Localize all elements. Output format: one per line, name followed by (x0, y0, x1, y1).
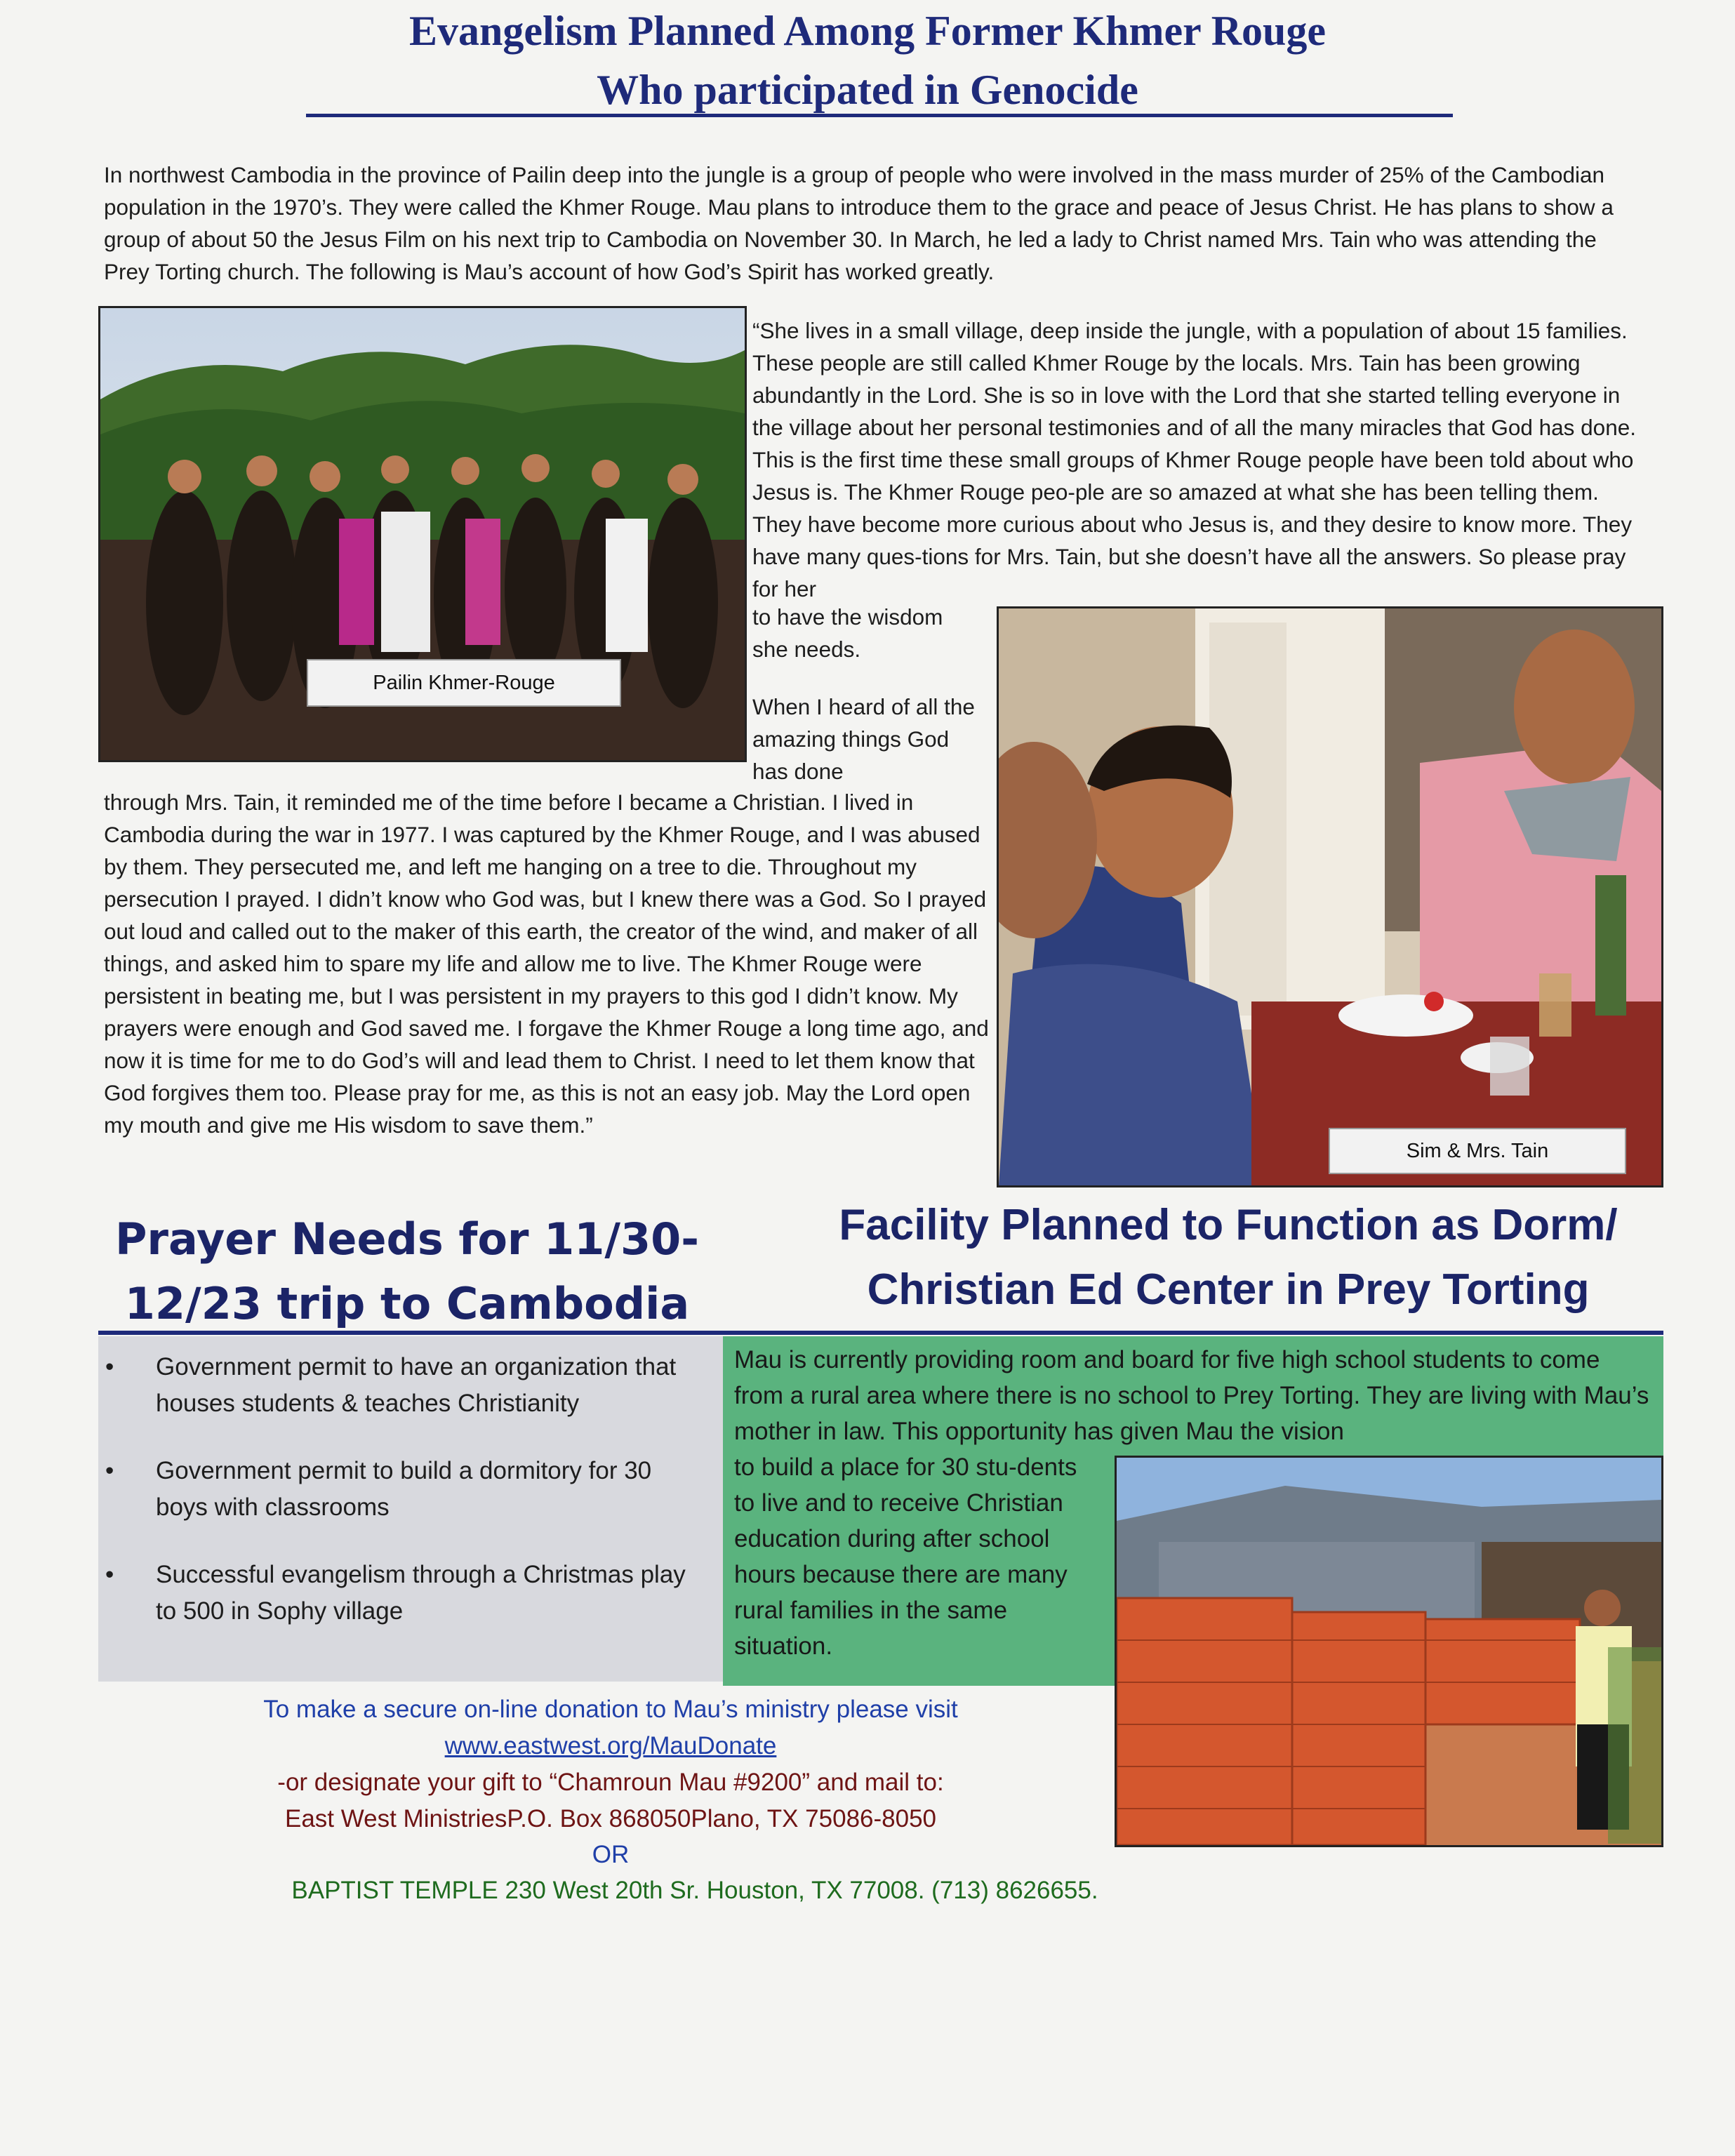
donation-line-4: East West MinistriesP.O. Box 868050Plano, TX 75086-8050 (284, 1805, 937, 1832)
prayer-needs-list (98, 1336, 723, 1630)
bullet-icon: • (105, 1457, 114, 1484)
prayer-need-item (105, 1557, 723, 1630)
donation-link-paragraph (98, 1728, 1123, 1764)
title-line-2: Who participated in Genocide (597, 67, 1138, 113)
prayer-need-text: Successful evangelism through a Christmas play to 500 in Sophy village (156, 1561, 686, 1625)
prayer-need-item (105, 1453, 723, 1526)
facility-heading-line-1: Facility Planned to Function as Dorm/ (839, 1201, 1618, 1249)
story-paragraph-1-end: to have the wisdom she needs. (752, 604, 943, 662)
prayer-needs-heading (98, 1207, 716, 1336)
title-rule (306, 114, 1453, 117)
prayer-needs-heading-line-2: 12/23 trip to Cambodia (124, 1278, 690, 1329)
donation-or: OR (592, 1841, 630, 1868)
bullet-icon: • (105, 1561, 114, 1588)
section-rule (98, 1331, 1663, 1335)
photo-sim-mrs-tain (997, 606, 1663, 1187)
prayer-needs-heading-line-1: Prayer Needs for 11/30- (114, 1213, 700, 1265)
facility-heading-line-2: Christian Ed Center in Prey Torting (867, 1265, 1590, 1314)
photo-pailin-group (98, 306, 747, 762)
prayer-need-text: Government permit to build a dormitory for 30 boys with classrooms (156, 1457, 652, 1521)
story-paragraph-1: “She lives in a small village, deep inside the jungle, with a population of about 15 families. These people are still called Khmer Rouge by the locals. Mrs. Tain has been growing abundantly in the Lord. She is so in love with the Lord that she started telling everyone in the village about her personal testimonies and of all the many miracles that God has done. This is the first time these small groups of Khmer Rouge people have been told about who Jesus is. The Khmer Rouge peo-ple are so amazed at what she has been telling them. They have become more curious about who Jesus is, and they desire to know more. They have many ques-tions for Mrs. Tain, but she doesn’t have all the answers. So please pray for her (752, 318, 1636, 601)
facility-text-top: Mau is currently providing room and board for five high school students to come from a rural area where there is no school to Prey Torting. They are living with Mau’s mother in law. This opportunity has given Mau the vision (734, 1346, 1649, 1445)
intro-paragraph: In northwest Cambodia in the province of Pailin deep into the jungle is a group of people who were involved in the mass murder of 25% of the Cambodian population in the 1970’s. They were called the Khmer Rouge. Mau plans to introduce them to the grace and peace of Jesus Christ. He has plans to show a group of about 50 the Jesus Film on his next trip to Cambodia on November 30. In March, he led a lady to Christ named Mrs. Tain who was attending the Prey Torting church. The following is Mau’s account of how God’s Spirit has worked greatly. (104, 162, 1614, 284)
bullet-icon: • (105, 1353, 114, 1380)
story-paragraph-2: through Mrs. Tain, it reminded me of the time before I became a Christian. I lived in Cambodia during the war in 1977. I was captured by the Khmer Rouge, and I was abused by them. They persecuted me, and left me hanging on a tree to die. Throughout my persecution I prayed. I didn’t know who God was, but I knew there was a God. So I prayed out loud and called out to the maker of this earth, the creator of the wind, and maker of all things, and asked him to spare my life and allow me to live. The Khmer Rouge were persistent in beating me, but I was persistent in my prayers to this god I didn’t know. My prayers were enough and God saved me. I forgave the Khmer Rouge a long time ago, and now it is time for me to do God’s will and lead them to Christ. I need to let them know that God forgives them too. Please pray for me, as this is not an easy job. May the Lord open my mouth and give me His wisdom to save them.” (104, 790, 989, 1138)
donation-line-1: To make a secure on-line donation to Mau’s ministry please visit (263, 1696, 958, 1723)
prayer-need-item (105, 1349, 723, 1422)
photo-pailin-caption: Pailin Khmer-Rouge (307, 659, 621, 707)
donation-line-6: BAPTIST TEMPLE 230 West 20th Sr. Houston, TX 77008. (713) 8626655. (291, 1877, 1098, 1904)
photo-bricks-construction (1115, 1456, 1663, 1847)
prayer-need-text: Government permit to have an organization that houses students & teaches Christianity (156, 1353, 677, 1417)
photo-sim-mrs-tain-caption: Sim & Mrs. Tain (1329, 1128, 1626, 1174)
facility-heading (744, 1193, 1713, 1322)
photo-sim-mrs-tain-image (999, 608, 1661, 1185)
facility-text-bottom: to build a place for 30 stu-dents to live and to receive Christian education during after school hours because there are many rural families in the same situation. (734, 1453, 1077, 1660)
title-line-1: Evangelism Planned Among Former Khmer Rouge (408, 8, 1327, 54)
donation-link[interactable]: www.eastwest.org/MauDonate (444, 1732, 777, 1759)
story-paragraph-2-start: When I heard of all the amazing things God has done (752, 694, 975, 784)
prayer-needs-box (98, 1336, 723, 1682)
photo-bricks-construction-image (1117, 1458, 1661, 1845)
donation-line-3: -or designate your gift to “Chamroun Mau #9200” and mail to: (277, 1769, 944, 1796)
